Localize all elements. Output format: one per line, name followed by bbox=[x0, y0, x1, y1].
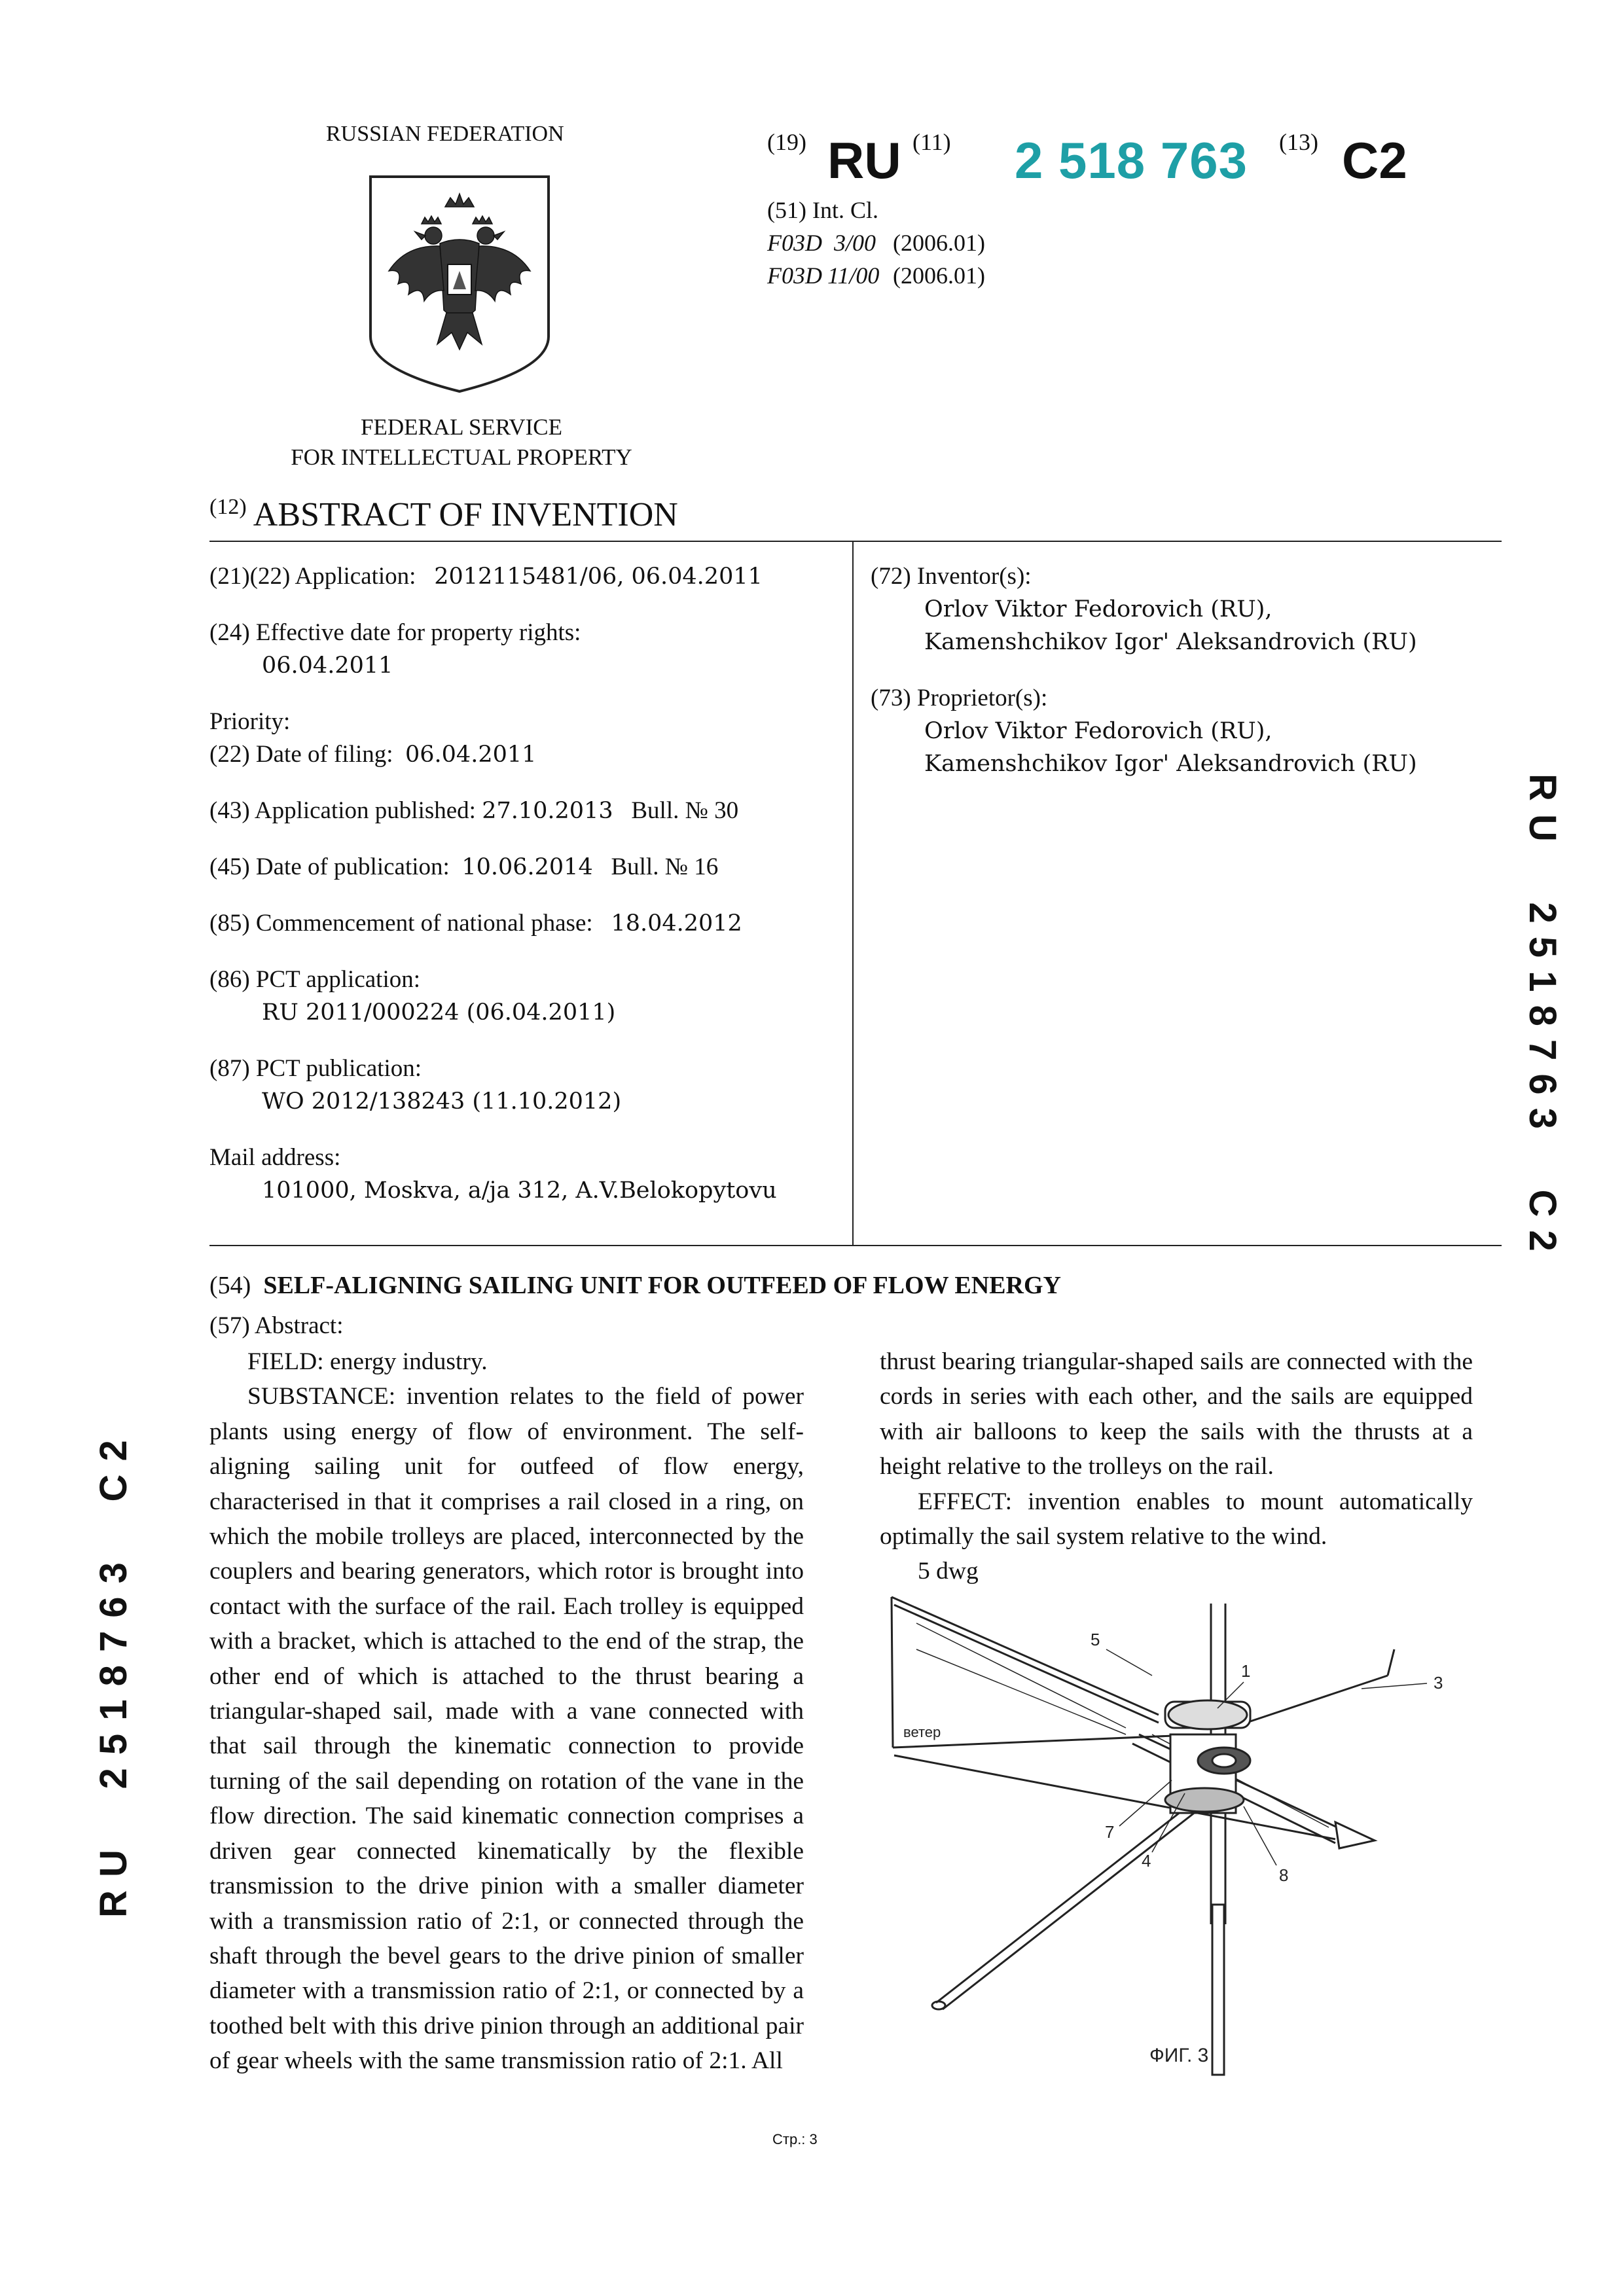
filing-value: 06.04.2011 bbox=[405, 742, 537, 768]
pct-application-value: RU 2011/000224 (06.04.2011) bbox=[262, 999, 616, 1026]
inventors-label: (72) Inventor(s): bbox=[871, 563, 1032, 590]
office-code: RU bbox=[827, 132, 901, 189]
national-phase-label: (85) Commencement of national phase: bbox=[209, 910, 593, 937]
figure-3-drawing bbox=[877, 1584, 1492, 2081]
mail-value: 101000, Moskva, a/ja 312, A.V.Belokopytovu bbox=[262, 1177, 777, 1204]
ipc-row bbox=[767, 259, 985, 292]
abstract-heading-text: ABSTRACT OF INVENTION bbox=[253, 496, 678, 533]
publication-bulletin: Bull. № 16 bbox=[611, 853, 719, 880]
divider-vertical bbox=[852, 541, 854, 1245]
pct-publication-label: (87) PCT publication: bbox=[209, 1055, 422, 1082]
ipc-group: 11/00 bbox=[827, 262, 880, 289]
side-code-left: R U 2 5 1 8 7 6 3 C 2 bbox=[92, 1439, 135, 1918]
ipc-version: (2006.01) bbox=[893, 262, 985, 289]
page-number: Стр.: 3 bbox=[772, 2131, 818, 2147]
service-line-1: FEDERAL SERVICE bbox=[361, 414, 562, 440]
bibliographic-right bbox=[871, 560, 1499, 780]
service-line-2: FOR INTELLECTUAL PROPERTY bbox=[291, 444, 632, 470]
substance-paragraph: SUBSTANCE: invention relates to the field of power plants using energy of flow of environment. The self-aligning sailing unit for outfeed of flow energy, characterised in that it comprises a rail closed in a ring, on which the mobile trolleys are placed, interconnected by the couplers and bearing generators, which rotor is brought into contact with the surface of the rail. Each trolley is equipped with a bracket, which is attached to the end of the strap, the other end of which is attached to the thrust bearing a triangular-shaped sail, made with a vane connected with that sail through the kinematic connection to provide turning of the sail depending on rotation of the vane in the flow direction. The said kinematic connection comprises a driven gear connected kinematically by the flexible transmission to the drive pinion with a smaller diameter with a transmission ratio of 2:1, or connected through the shaft through the bevel gears to the drive pinion of smaller diameter with a transmission ratio of 2:1, or connected by a toothed belt with this drive pinion through an additional pair of gear wheels with the same transmission ratio of 2:1. All bbox=[209, 1383, 804, 2075]
proprietor-name: Kamenshchikov Igor' Aleksandrovich (RU) bbox=[924, 751, 1417, 777]
proprietors-label: (73) Proprietor(s): bbox=[871, 685, 1048, 711]
effect-paragraph: EFFECT: invention enables to mount automatically optimally the sail system relative to the wind. bbox=[880, 1488, 1473, 1551]
publication-row bbox=[209, 851, 838, 884]
wind-label: ветер bbox=[903, 1724, 941, 1740]
national-phase-row bbox=[209, 907, 838, 940]
effective-label: (24) Effective date for property rights: bbox=[209, 619, 581, 646]
mail-label: Mail address: bbox=[209, 1144, 341, 1171]
patent-number: 2 518 763 bbox=[1015, 132, 1248, 189]
figure-label-3: 3 bbox=[1434, 1673, 1443, 1693]
abstract-column-left bbox=[209, 1344, 804, 2079]
filing-label: (22) Date of filing: bbox=[209, 741, 393, 768]
ipc-version: (2006.01) bbox=[893, 230, 985, 256]
application-label: (21)(22) Application: bbox=[209, 563, 416, 590]
coat-of-arms-emblem bbox=[367, 173, 552, 395]
invention-title bbox=[209, 1271, 1061, 1300]
application-value: 2012115481/06, 06.04.2011 bbox=[434, 564, 763, 590]
field-paragraph: FIELD: energy industry. bbox=[247, 1348, 488, 1375]
effective-value: 06.04.2011 bbox=[262, 653, 393, 679]
drawings-count: 5 dwg bbox=[918, 1558, 979, 1585]
figure-label-8: 8 bbox=[1279, 1865, 1289, 1885]
ipc-row bbox=[767, 226, 985, 259]
publication-label: (45) Date of publication: bbox=[209, 853, 450, 880]
app-published-value: 27.10.2013 bbox=[482, 798, 613, 824]
pct-publication-value: WO 2012/138243 (11.10.2012) bbox=[262, 1088, 622, 1115]
app-published-label: (43) Application published: bbox=[209, 797, 476, 824]
country-name: RUSSIAN FEDERATION bbox=[326, 122, 564, 146]
inid-code-13: (13) bbox=[1279, 129, 1318, 155]
inid-code-19: (19) bbox=[767, 129, 806, 155]
pct-application-label: (86) PCT application: bbox=[209, 966, 420, 993]
ipc-class: F03D bbox=[767, 230, 822, 256]
side-code-right: R U 2 5 1 8 7 6 3 C 2 bbox=[1521, 774, 1564, 1253]
inventor-name: Orlov Viktor Fedorovich (RU), bbox=[924, 596, 1272, 622]
application-row bbox=[209, 560, 838, 593]
filing-row bbox=[209, 738, 838, 771]
ipc-group: 3/00 bbox=[833, 230, 876, 256]
kind-code: C2 bbox=[1342, 132, 1407, 189]
ipc-class: F03D bbox=[767, 262, 822, 289]
invention-title-text: SELF-ALIGNING SAILING UNIT FOR OUTFEED OF FLOW ENERGY bbox=[263, 1272, 1061, 1299]
substance-continuation: thrust bearing triangular-shaped sails are connected with the cords in series with each other, and the sails are equipped with air balloons to keep the sails with the thrusts at a height relative to the trolleys on the rail. bbox=[880, 1348, 1473, 1480]
inid-code-11: (11) bbox=[912, 129, 951, 155]
figure-label-4: 4 bbox=[1142, 1851, 1151, 1871]
figure-label-1: 1 bbox=[1241, 1661, 1251, 1681]
inid-code-12: (12) bbox=[209, 495, 247, 519]
app-published-row bbox=[209, 795, 838, 827]
figure-label-5: 5 bbox=[1091, 1630, 1100, 1649]
figure-label-7: 7 bbox=[1105, 1822, 1115, 1842]
int-cl-label: (51) Int. Cl. bbox=[767, 197, 878, 223]
inid-code-54: (54) bbox=[209, 1272, 251, 1299]
figure-caption: ФИГ. 3 bbox=[1149, 2045, 1209, 2066]
abstract-column-right bbox=[880, 1344, 1473, 1589]
abstract-heading bbox=[209, 495, 678, 534]
priority-label: Priority: bbox=[209, 708, 291, 735]
proprietor-name: Orlov Viktor Fedorovich (RU), bbox=[924, 718, 1272, 744]
publication-value: 10.06.2014 bbox=[461, 854, 593, 880]
inventor-name: Kamenshchikov Igor' Aleksandrovich (RU) bbox=[924, 629, 1417, 655]
national-phase-value: 18.04.2012 bbox=[611, 910, 742, 937]
divider-bottom bbox=[209, 1245, 1502, 1246]
bibliographic-left bbox=[209, 560, 838, 1207]
int-cl-block bbox=[767, 194, 985, 292]
app-published-bulletin: Bull. № 30 bbox=[631, 797, 739, 824]
divider-top bbox=[209, 541, 1502, 542]
abstract-label: (57) Abstract: bbox=[209, 1312, 344, 1339]
